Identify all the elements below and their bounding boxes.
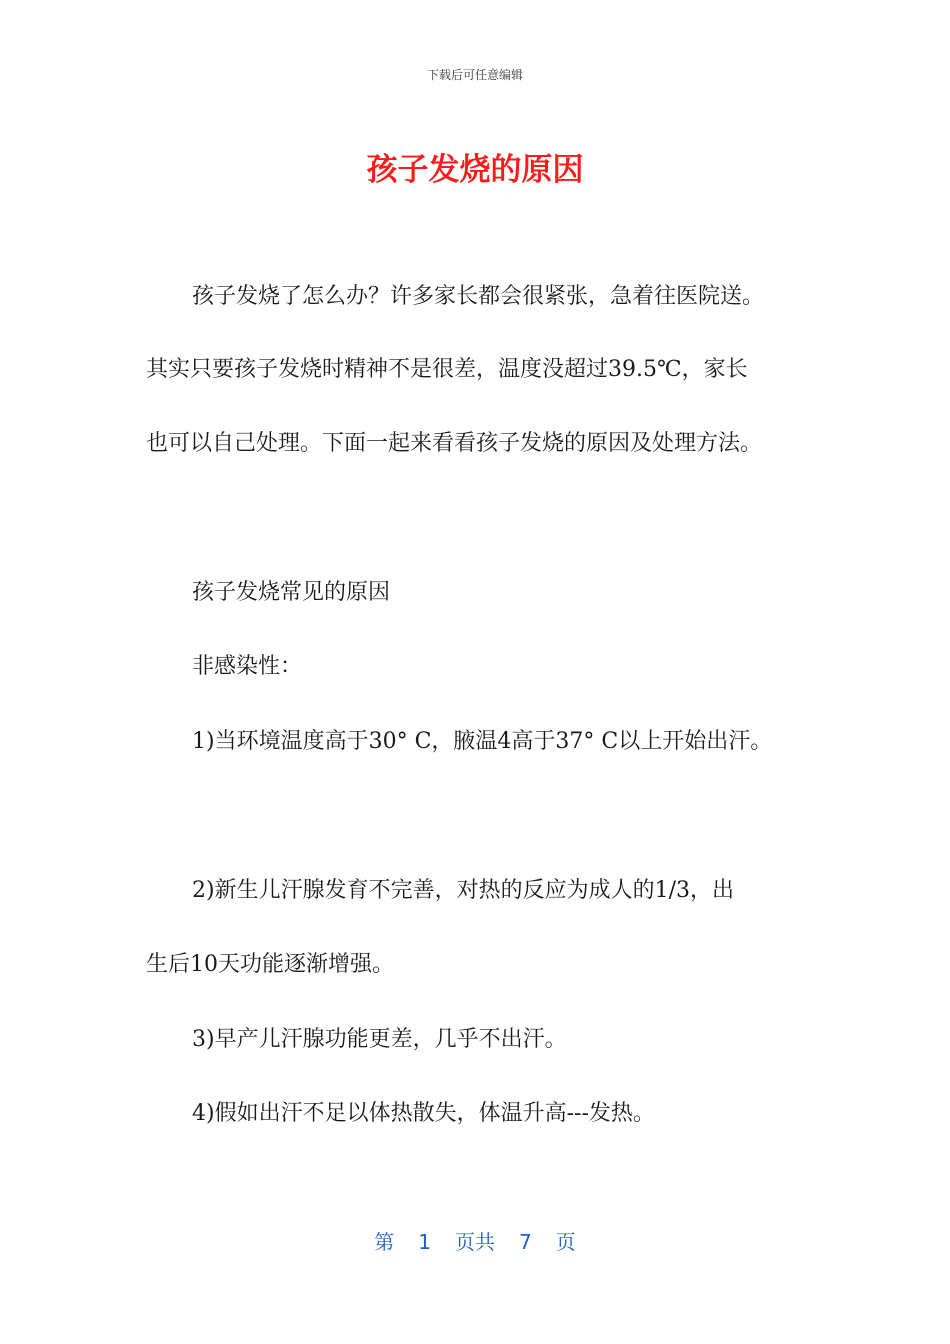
list-item: 1)当环境温度高于30° C，腋温4高于37° C以上开始出汗。	[192, 729, 773, 754]
footer-middle: 页共	[455, 1230, 495, 1254]
paragraph-line: 其实只要孩子发烧时精神不是很差，温度没超过39.5℃，家长	[146, 357, 748, 382]
document-title: 孩子发烧的原因	[366, 152, 584, 188]
footer-suffix: 页	[555, 1230, 576, 1254]
list-item: 3)早产儿汗腺功能更差，几乎不出汗。	[192, 1027, 567, 1052]
page-footer	[0, 1226, 950, 1255]
section-heading: 孩子发烧常见的原因	[192, 580, 391, 605]
footer-prefix: 第	[374, 1230, 395, 1254]
subheading: 非感染性：	[192, 654, 303, 679]
list-item: 2)新生儿汗腺发育不完善，对热的反应为成人的1/3，出	[192, 878, 734, 903]
list-item-continuation: 生后10天功能逐渐增强。	[146, 952, 394, 977]
paragraph-line: 孩子发烧了怎么办？许多家长都会很紧张，急着往医院送。	[192, 284, 765, 309]
footer-page-number: 1	[418, 1230, 431, 1254]
list-item: 4)假如出汗不足以体热散失，体温升高---发热。	[192, 1101, 655, 1126]
footer-total-pages: 7	[519, 1230, 532, 1254]
paragraph-line: 也可以自己处理。下面一起来看看孩子发烧的原因及处理方法。	[146, 431, 763, 456]
header-note: 下载后可任意编辑	[426, 68, 523, 82]
